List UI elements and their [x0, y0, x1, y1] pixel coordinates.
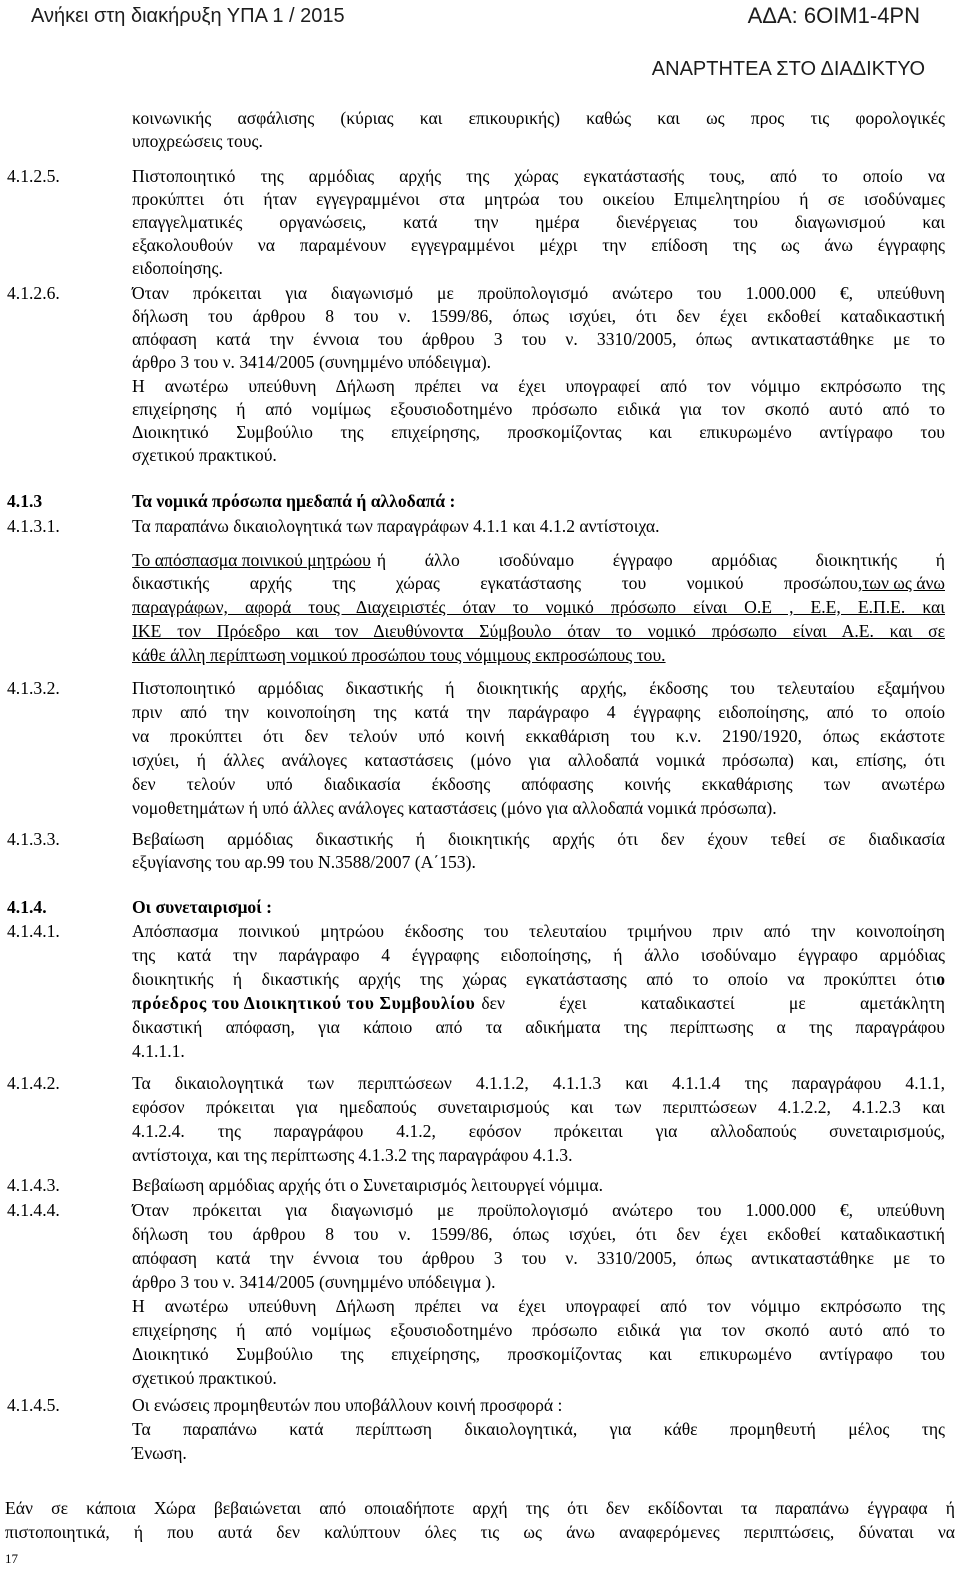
text-line: σχετικού πρακτικού.	[132, 445, 277, 465]
section-number: 4.1.3.1.	[7, 516, 60, 536]
text-line: Βεβαίωση αρμόδιας αρχής ότι ο Συνεταιρισμός λειτουργεί νόμιμα.	[132, 1175, 603, 1195]
text-line: Όταν πρόκειται για διαγωνισμό με προϋπολογισμό ανώτερο του 1.000.000 €, υπεύθυνη	[132, 1200, 945, 1220]
underlined-phrase: των ως άνω	[862, 573, 945, 593]
text-line: Διοικητικό Συμβούλιο της επιχείρησης, προσκομίζοντας και επικυρωμένο αντίγραφο του	[132, 422, 945, 442]
text-line: Τα παραπάνω δικαιολογητικά των παραγράφων 4.1.1 και 4.1.2 αντίστοιχα.	[132, 516, 660, 536]
text-line: Εάν σε κάποια Χώρα βεβαιώνεται από οποιαδήποτε αρχή της ότι δεν εκδίδονται τα παραπάνω έγγραφα ή	[5, 1498, 955, 1518]
text-line: κοινωνικής ασφάλισης (κύριας και επικουρικής) καθώς και ως προς τις φορολογικές	[132, 108, 945, 128]
text-line: νομοθετημάτων ή υπό άλλες ανάλογες καταστάσεις (μόνο για αλλοδαπά νομικά πρόσωπα).	[132, 798, 777, 818]
text-line: υποχρεώσεις τους.	[132, 131, 263, 151]
text-line: επιχείρησης ή από νομίμως εξουσιοδοτημένο πρόσωπο ειδικά για τον σκοπό αυτό από το	[132, 399, 945, 419]
section-number: 4.1.4.2.	[7, 1073, 60, 1093]
section-heading: Οι συνεταιρισμοί :	[132, 897, 272, 917]
text-line: 4.1.2.4. της παραγράφου 4.1.2, εφόσον πρόκειται για αλλοδαπούς συνεταιρισμούς,	[132, 1121, 945, 1141]
text-line	[132, 572, 945, 595]
text-line: ειδοποίησης.	[132, 258, 223, 278]
text-span: δικαστικής αρχής της χώρας εγκατάστασης του νομικού προσώπου,	[132, 573, 863, 593]
underlined-phrase: Το απόσπασμα ποινικού μητρώου	[132, 550, 371, 570]
text-line	[132, 968, 945, 991]
text-line: Η ανωτέρω υπεύθυνη Δήλωση πρέπει να έχει υπογραφεί από τον νόμιμο εκπρόσωπο της	[132, 376, 945, 396]
text-line: Η ανωτέρω υπεύθυνη Δήλωση πρέπει να έχει υπογραφεί από τον νόμιμο εκπρόσωπο της	[132, 1296, 945, 1316]
text-line: Απόσπασμα ποινικού μητρώου έκδοσης του τελευταίου τριμήνου πριν από την κοινοποίηση	[132, 921, 945, 941]
text-line: δήλωση του άρθρου 8 του ν. 1599/86, όπως ισχύει, ότι δεν έχει εκδοθεί καταδικαστική	[132, 1224, 945, 1244]
text-span: διοικητικής ή δικαστικής αρχής της χώρας εγκατάστασης από το οποίο να προκύπτει ότι	[132, 969, 937, 989]
section-number: 4.1.4.3.	[7, 1175, 60, 1195]
bold-phrase: πρόεδρος του Διοικητικού του Συμβουλίου	[132, 993, 476, 1013]
text-line: Τα δικαιολογητικά των περιπτώσεων 4.1.1.2, 4.1.1.3 και 4.1.1.4 της παραγράφου 4.1.1,	[132, 1073, 945, 1093]
text-line: Οι ενώσεις προμηθευτών που υποβάλλουν κοινή προσφορά :	[132, 1395, 563, 1415]
text-line: πριν από την κοινοποίηση της κατά την παράγραφο 4 έγγραφης ειδοποίησης, από το οποίο	[132, 702, 945, 722]
text-line: απόφαση κατά την έννοια του άρθρου 3 του ν. 3310/2005, όπως αντικαταστάθηκε με το	[132, 329, 945, 349]
underlined-line: κάθε άλλη περίπτωση νομικού προσώπου τους νόμιμους εκπροσώπους του.	[132, 645, 666, 665]
text-line: ισχύει, ή άλλες ανάλογες καταστάσεις (μόνο για αλλοδαπά νομικά πρόσωπα) και, επίσης, ότι	[132, 750, 945, 770]
section-number: 4.1.2.6.	[7, 283, 60, 303]
text-line: δεν τελούν υπό διαδικασία έκδοσης απόφασης κοινής εκκαθάρισης των ανωτέρω	[132, 774, 945, 794]
section-number: 4.1.4.	[7, 897, 47, 917]
text-line: Βεβαίωση αρμόδιας δικαστικής ή διοικητικής αρχής ότι δεν έχουν τεθεί σε διαδικασία	[132, 829, 945, 849]
bold-phrase: ο	[936, 969, 945, 989]
text-line: της κατά την παράγραφο 4 έγγραφης ειδοποίησης, ή άλλο ισοδύναμο έγγραφο αρμόδιας	[132, 945, 945, 965]
text-span: δεν έχει καταδικαστεί με αμετάκλητη	[481, 993, 945, 1013]
text-line	[132, 992, 945, 1015]
text-line: να προκύπτει ότι δεν τελούν υπό κοινή εκκαθάριση του κ.ν. 2190/1920, όπως εκάστοτε	[132, 726, 945, 746]
section-number: 4.1.4.1.	[7, 921, 60, 941]
section-number: 4.1.4.4.	[7, 1200, 60, 1220]
text-line: εξακολουθούν να παραμένουν εγγεγραμμένοι μέχρι την επίδοση της ως άνω έγγραφης	[132, 235, 945, 255]
text-line: εφόσον πρόκειται για ημεδαπούς συνεταιρισμούς και των περιπτώσεων 4.1.2.2, 4.1.2.3 και	[132, 1097, 945, 1117]
text-line: 4.1.1.1.	[132, 1041, 185, 1061]
text-line	[132, 549, 945, 572]
section-number: 4.1.2.5.	[7, 166, 60, 186]
text-line: Πιστοποιητικό της αρμόδιας αρχής της χώρας εγκατάστασής τους, από το οποίο να	[132, 166, 945, 186]
section-number: 4.1.3.2.	[7, 678, 60, 698]
text-line: Διοικητικό Συμβούλιο της επιχείρησης, προσκομίζοντας και επικυρωμένο αντίγραφο του	[132, 1344, 945, 1364]
posting-notice: ΑΝΑΡΤΗΤΕΑ ΣΤΟ ΔΙΑΔΙΚΤΥΟ	[651, 58, 925, 80]
text-line: σχετικού πρακτικού.	[132, 1368, 277, 1388]
text-line: απόφαση κατά την έννοια του άρθρου 3 του ν. 3310/2005, όπως αντικαταστάθηκε με το	[132, 1248, 945, 1268]
ada-code: ΑΔΑ: 6ΟΙΜ1-4ΡΝ	[747, 3, 920, 28]
text-span: ή άλλο ισοδύναμο έγγραφο αρμόδιας διοικητικής ή	[376, 550, 945, 570]
text-line: άρθρο 3 του ν. 3414/2005 (συνημμένο υπόδειγμα).	[132, 352, 492, 372]
underlined-line: παραγράφων, αφορά τους Διαχειριστές όταν το νομικό πρόσωπο είναι Ο.Ε , Ε.Ε, Ε.Π.Ε. και	[132, 597, 945, 617]
text-line: δήλωση του άρθρου 8 του ν. 1599/86, όπως ισχύει, ότι δεν έχει εκδοθεί καταδικαστική	[132, 306, 945, 326]
page-number: 17	[5, 1551, 18, 1566]
section-number: 4.1.3	[7, 491, 43, 511]
header-left-text: Ανήκει στη διακήρυξη ΥΠΑ 1 / 2015	[31, 5, 345, 27]
text-line: άρθρο 3 του ν. 3414/2005 (συνημμένο υπόδειγμα ).	[132, 1272, 496, 1292]
text-line: προκύπτει ότι ήταν εγγεγραμμένοι στα μητρώα του οικείου Επιμελητηρίου ή σε ισοδύναμες	[132, 189, 945, 209]
text-line: πιστοποιητικά, ή που αυτά δεν καλύπτουν όλες τις ως άνω αναφερόμενες περιπτώσεις, δύναται να	[5, 1522, 955, 1542]
text-line: Όταν πρόκειται για διαγωνισμό με προϋπολογισμό ανώτερο του 1.000.000 €, υπεύθυνη	[132, 283, 945, 303]
text-line: Ένωση.	[132, 1443, 187, 1463]
text-line: Τα παραπάνω κατά περίπτωση δικαιολογητικά, για κάθε προμηθευτή μέλος της	[132, 1419, 945, 1439]
text-line: αντίστοιχα, και της περίπτωσης 4.1.3.2 της παραγράφου 4.1.3.	[132, 1145, 573, 1165]
text-line: επιχείρησης ή από νομίμως εξουσιοδοτημένο πρόσωπο ειδικά για τον σκοπό αυτό από το	[132, 1320, 945, 1340]
text-line: Πιστοποιητικό αρμόδιας δικαστικής ή διοικητικής αρχής, έκδοσης του τελευταίου εξαμήνου	[132, 678, 945, 698]
underlined-line: ΙΚΕ τον Πρόεδρο και τον Διευθύνοντα Σύμβουλο όταν το νομικό πρόσωπο είναι Α.Ε. και σε	[132, 621, 945, 641]
section-number: 4.1.4.5.	[7, 1395, 60, 1415]
section-number: 4.1.3.3.	[7, 829, 60, 849]
text-line: επαγγελματικές οργανώσεις, κατά την ημέρα διενέργειας του διαγωνισμού και	[132, 212, 945, 232]
text-line: δικαστική απόφαση, για κάποιο από τα αδικήματα της περίπτωσης α της παραγράφου	[132, 1017, 945, 1037]
section-heading: Τα νομικά πρόσωπα ημεδαπά ή αλλοδαπά :	[132, 491, 456, 511]
text-line: εξυγίανσης του αρ.99 του Ν.3588/2007 (Α΄153).	[132, 852, 476, 872]
